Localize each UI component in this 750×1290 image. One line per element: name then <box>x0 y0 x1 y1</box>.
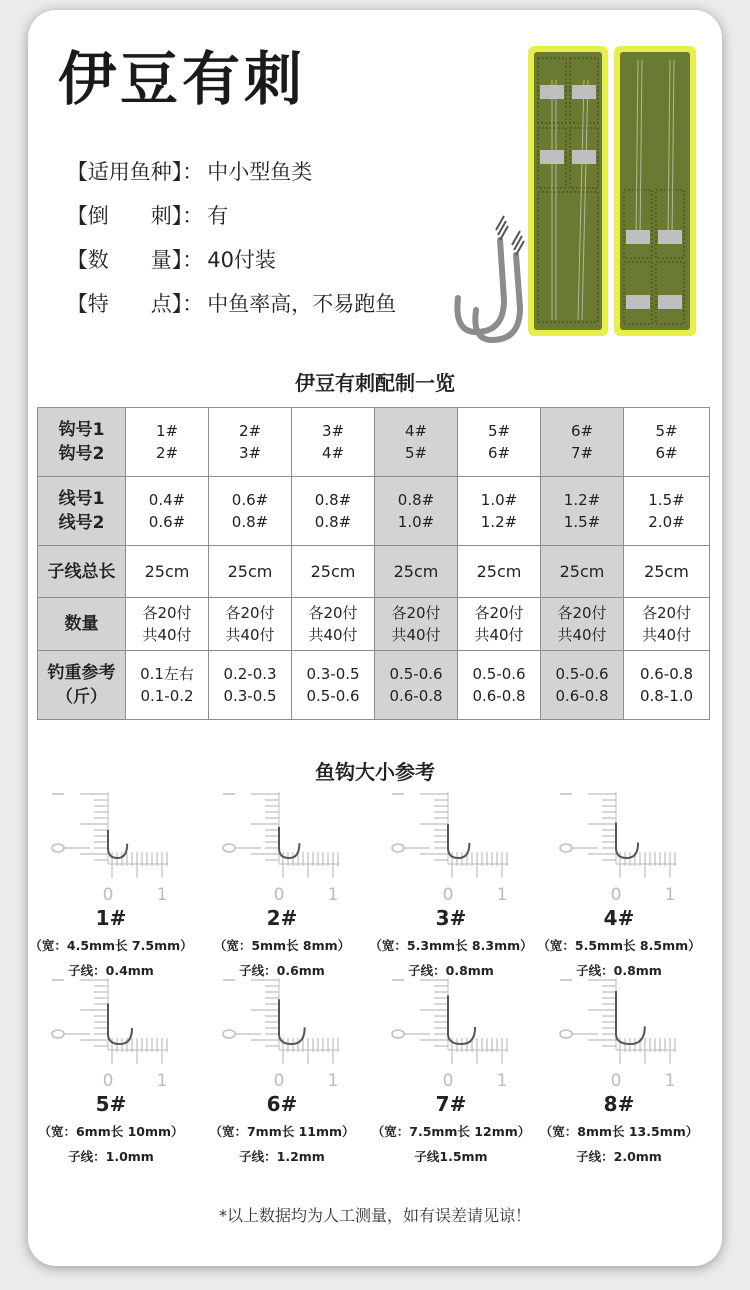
table-cell <box>624 546 710 598</box>
table-cell <box>541 477 624 546</box>
spec-value: 有 <box>207 204 229 228</box>
cell-value: 0.5-0.6 <box>472 665 526 683</box>
ruler-label: 1 <box>496 1071 508 1090</box>
product-card <box>28 10 722 1266</box>
cell-value: 0.5-0.6 <box>389 665 443 683</box>
hook-icon <box>279 827 299 858</box>
hook-size-card <box>368 972 534 1172</box>
hook-size-name: 7# <box>435 1092 467 1116</box>
row-header-line: （斤） <box>56 687 107 707</box>
cell-value: 共40付 <box>474 626 524 644</box>
tackle-box-icon <box>528 46 696 336</box>
hook-size-card <box>28 786 194 986</box>
spec-value: 40付装 <box>207 248 276 272</box>
cell-value: 1# <box>155 422 179 440</box>
ruler-label: 1 <box>496 885 508 904</box>
table-cell <box>209 651 292 720</box>
table-cell <box>541 598 624 651</box>
hook-dimensions: （宽：5.3mm长 8.3mm） <box>369 938 533 953</box>
hook-line-spec: 子线：0.8mm <box>408 963 494 978</box>
hook-size-name: 6# <box>266 1092 298 1116</box>
cell-value: 共40付 <box>641 626 692 644</box>
spec-label: 【数 量】： <box>66 248 204 272</box>
cell-value: 25cm <box>476 561 522 581</box>
table-row <box>38 546 710 598</box>
hook-size-name: 2# <box>266 906 298 930</box>
ruler-label: 0 <box>610 885 622 904</box>
hook-size-card <box>368 786 534 986</box>
cell-value: 1.2# <box>480 513 518 531</box>
table-cell <box>541 408 624 477</box>
spec-table <box>37 407 710 720</box>
table-cell <box>126 408 209 477</box>
footnote: *以上数据均为人工测量，如有误差请见谅！ <box>218 1206 531 1225</box>
row-header <box>38 408 126 477</box>
cell-value: 0.5-0.6 <box>306 687 360 705</box>
table-cell <box>375 477 458 546</box>
table-cell <box>209 477 292 546</box>
row-header-line: 钩号1 <box>58 420 105 440</box>
ruler-icon <box>558 786 680 904</box>
hook-dimensions: （宽：7.5mm长 12mm） <box>371 1124 531 1139</box>
cell-value: 0.8# <box>231 513 269 531</box>
cell-value: 0.2-0.3 <box>223 665 277 683</box>
hook-dimensions: （宽：7mm长 11mm） <box>209 1124 355 1139</box>
cell-value: 0.6-0.8 <box>472 687 526 705</box>
row-header <box>38 546 126 598</box>
cell-value: 5# <box>487 422 511 440</box>
table-cell <box>209 546 292 598</box>
row-header-line: 钩号2 <box>58 444 105 464</box>
table-cell <box>126 546 209 598</box>
cell-value: 4# <box>321 444 345 462</box>
cell-value: 各20付 <box>557 604 607 622</box>
cell-value: 各20付 <box>641 604 692 622</box>
row-header <box>38 477 126 546</box>
hook-size-card <box>536 786 702 986</box>
cell-value: 6# <box>655 444 678 462</box>
spec-value: 中鱼率高，不易跑鱼 <box>207 292 397 316</box>
hook-icon <box>616 991 645 1044</box>
hook-dimensions: （宽：5mm长 8mm） <box>213 938 351 953</box>
ruler-icon <box>390 972 512 1090</box>
hook-icon <box>108 1004 132 1045</box>
spec-label: 【倒 刺】： <box>66 204 204 228</box>
row-header-line: 子线总长 <box>47 561 116 582</box>
cell-value: 25cm <box>644 561 689 581</box>
table-cell <box>375 408 458 477</box>
cell-value: 0.4# <box>148 491 186 509</box>
table-cell <box>126 598 209 651</box>
row-header-line: 数量 <box>64 614 99 634</box>
hook-size-card <box>199 786 365 986</box>
hook-dimensions: （宽：4.5mm长 7.5mm） <box>29 938 193 953</box>
ruler-icon <box>558 972 680 1090</box>
hook-line-spec: 子线：1.2mm <box>239 1149 325 1164</box>
table-cell <box>126 651 209 720</box>
cell-value: 共40付 <box>308 626 358 644</box>
table-cell <box>292 546 375 598</box>
table-cell <box>375 598 458 651</box>
cell-value: 3# <box>238 444 262 462</box>
ruler-label: 1 <box>156 885 168 904</box>
table-cell <box>541 546 624 598</box>
cell-value: 各20付 <box>474 604 524 622</box>
cell-value: 1.2# <box>563 491 601 509</box>
table-cell <box>541 651 624 720</box>
cell-value: 1.0# <box>397 513 435 531</box>
cell-value: 4# <box>404 422 428 440</box>
cell-value: 1.5# <box>563 513 601 531</box>
row-header-line: 钓重参考 <box>47 663 116 683</box>
hook-line-spec: 子线：0.4mm <box>68 963 154 978</box>
cell-value: 0.8# <box>314 491 352 509</box>
spec-feature <box>40 264 396 342</box>
cell-value: 7# <box>570 444 594 462</box>
cell-value: 各20付 <box>391 604 441 622</box>
ruler-label: 0 <box>273 1071 285 1090</box>
table-cell <box>209 408 292 477</box>
table-cell <box>458 651 541 720</box>
cell-value: 0.8# <box>397 491 435 509</box>
table-cell <box>458 546 541 598</box>
hook-dimensions: （宽：8mm长 13.5mm） <box>539 1124 699 1139</box>
ruler-label: 1 <box>664 1071 676 1090</box>
cell-value: 25cm <box>227 561 273 581</box>
table-cell <box>458 477 541 546</box>
table-cell <box>126 477 209 546</box>
table-row <box>38 651 710 720</box>
table-cell <box>458 598 541 651</box>
cell-value: 0.8-1.0 <box>639 687 694 705</box>
table-cell <box>292 477 375 546</box>
table-cell <box>292 598 375 651</box>
hook-dimensions: （宽：5.5mm长 8.5mm） <box>537 938 701 953</box>
cell-value: 共40付 <box>391 626 441 644</box>
hook-line-spec: 子线：0.8mm <box>576 963 662 978</box>
hook-size-card <box>536 972 702 1172</box>
hook-icon <box>279 999 305 1044</box>
product-title: 伊豆有刺 <box>58 45 307 113</box>
ruler-icon <box>50 972 172 1090</box>
cell-value: 0.6# <box>148 513 186 531</box>
cell-value: 各20付 <box>225 604 275 622</box>
ruler-label: 0 <box>442 885 454 904</box>
ruler-label: 1 <box>156 1071 168 1090</box>
row-header-line: 线号1 <box>58 489 105 509</box>
hook-size-name: 8# <box>603 1092 635 1116</box>
hook-size-name: 4# <box>603 906 635 930</box>
cell-value: 0.1左右 <box>140 665 194 683</box>
hook-icon <box>448 824 469 858</box>
ruler-icon <box>221 972 343 1090</box>
ruler-icon <box>221 786 343 904</box>
cell-value: 1.0# <box>480 491 518 509</box>
ruler-label: 0 <box>102 885 114 904</box>
cell-value: 0.3-0.5 <box>223 687 277 705</box>
hook-icon <box>448 995 475 1044</box>
hook-line-spec: 子线：0.6mm <box>239 963 325 978</box>
table-cell <box>292 408 375 477</box>
hook-size-name: 3# <box>435 906 467 930</box>
table-cell <box>292 651 375 720</box>
cell-value: 2.0# <box>648 513 685 531</box>
ruler-label: 1 <box>327 1071 339 1090</box>
cell-value: 0.1-0.2 <box>140 687 194 705</box>
row-header <box>38 651 126 720</box>
hook-size-name: 1# <box>95 906 127 930</box>
cell-value: 各20付 <box>308 604 358 622</box>
hook-size-card <box>199 972 365 1172</box>
hook-icon <box>457 240 520 340</box>
cell-value: 0.6-0.8 <box>639 665 694 683</box>
cell-value: 3# <box>321 422 345 440</box>
spec-value: 中小型鱼类 <box>207 160 313 184</box>
cell-value: 2# <box>238 422 262 440</box>
cell-value: 5# <box>404 444 428 462</box>
table-row <box>38 408 710 477</box>
row-header-line: 线号2 <box>58 513 105 533</box>
table-title: 伊豆有刺配制一览 <box>295 371 455 395</box>
cell-value: 25cm <box>144 561 190 581</box>
cell-value: 0.6-0.8 <box>555 687 609 705</box>
cell-value: 共40付 <box>225 626 275 644</box>
table-cell <box>375 546 458 598</box>
cell-value: 5# <box>655 422 678 440</box>
cell-value: 0.6# <box>231 491 269 509</box>
cell-value: 共40付 <box>142 626 192 644</box>
hook-size-name: 5# <box>95 1092 127 1116</box>
cell-value: 0.6-0.8 <box>389 687 443 705</box>
cell-value: 1.5# <box>648 491 685 509</box>
row-header <box>38 598 126 651</box>
cell-value: 6# <box>487 444 511 462</box>
cell-value: 6# <box>570 422 594 440</box>
size-title: 鱼钩大小参考 <box>315 760 435 784</box>
ruler-label: 1 <box>664 885 676 904</box>
spec-label: 【适用鱼种】： <box>66 160 204 184</box>
cell-value: 各20付 <box>142 604 192 622</box>
ruler-label: 0 <box>102 1071 114 1090</box>
table-cell <box>624 651 710 720</box>
hook-line-spec: 子线：1.0mm <box>68 1149 154 1164</box>
hook-line-spec: 子线：2.0mm <box>576 1149 662 1164</box>
cell-value: 0.8# <box>314 513 352 531</box>
ruler-icon <box>50 786 172 904</box>
ruler-label: 0 <box>610 1071 622 1090</box>
spec-label: 【特 点】： <box>66 292 204 316</box>
product-image <box>428 40 718 350</box>
cell-value: 25cm <box>310 561 356 581</box>
table-cell <box>624 477 710 546</box>
cell-value: 0.5-0.6 <box>555 665 609 683</box>
cell-value: 2# <box>155 444 179 462</box>
table-cell <box>375 651 458 720</box>
table-cell <box>209 598 292 651</box>
cell-value: 0.3-0.5 <box>306 665 360 683</box>
table-row <box>38 477 710 546</box>
ruler-label: 0 <box>273 885 285 904</box>
table-cell <box>624 408 710 477</box>
table-cell <box>458 408 541 477</box>
hook-line-spec: 子线1.5mm <box>414 1149 488 1164</box>
table-cell <box>624 598 710 651</box>
ruler-label: 0 <box>442 1071 454 1090</box>
cell-value: 25cm <box>393 561 439 581</box>
ruler-icon <box>390 786 512 904</box>
hook-dimensions: （宽：6mm长 10mm） <box>38 1124 184 1139</box>
ruler-label: 1 <box>327 885 339 904</box>
hook-size-card <box>28 972 194 1172</box>
cell-value: 共40付 <box>557 626 607 644</box>
cell-value: 25cm <box>559 561 605 581</box>
table-row <box>38 598 710 651</box>
